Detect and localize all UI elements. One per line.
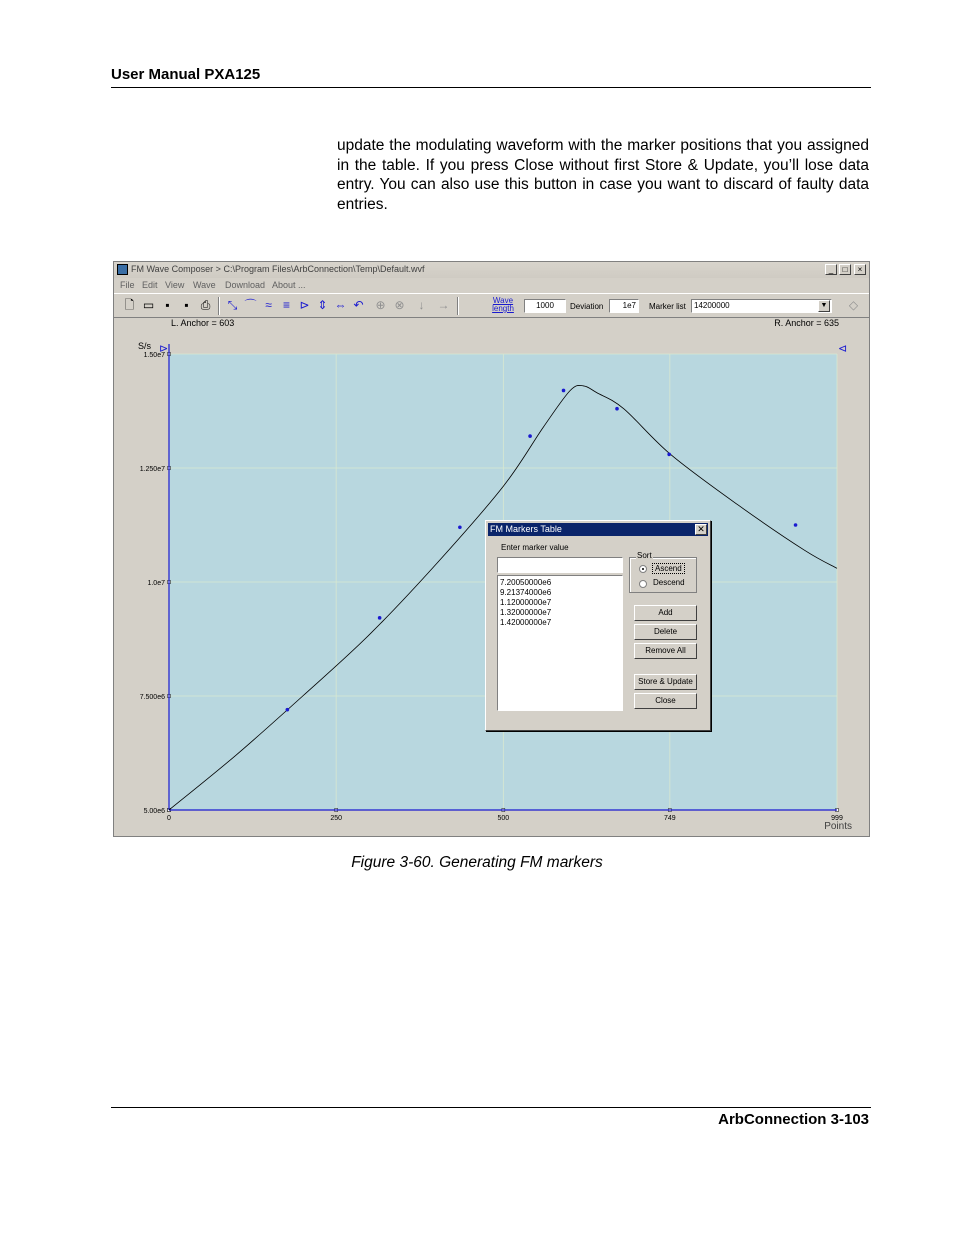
x-tick-label: 250 xyxy=(330,815,343,822)
fm-markers-dialog xyxy=(485,520,711,731)
x-tick-label: 999 xyxy=(831,815,843,822)
filter-icon[interactable]: ≡ xyxy=(282,298,290,312)
print-icon[interactable]: ⎙ xyxy=(200,298,211,312)
y-tick-label: 7.500e6 xyxy=(139,694,165,701)
ascend-label[interactable]: Ascend xyxy=(652,563,685,574)
y-tick-label: 1.50e7 xyxy=(143,352,165,359)
right-anchor-label: R. Anchor = 635 xyxy=(774,318,839,328)
marker-point xyxy=(667,453,671,457)
figure-caption: Figure 3-60. Generating FM markers xyxy=(351,854,603,871)
body-paragraph: update the modulating waveform with the marker positions that you assigned in the table. If you press Close without first Store & Update, you’ll lose data entry. You can also use this button in case you want to discard of faulty data entries. xyxy=(337,137,869,214)
marker-point xyxy=(562,389,566,393)
x-tick-label: 749 xyxy=(663,815,676,822)
page-footer: ArbConnection 3-103 xyxy=(718,1111,869,1128)
marker-point xyxy=(794,523,798,527)
undo-icon[interactable]: ↶ xyxy=(353,298,364,312)
anchor-icon[interactable]: ⊳ xyxy=(299,298,310,312)
list-item[interactable]: 7.20050000e6 xyxy=(500,578,552,587)
descend-radio[interactable] xyxy=(639,580,647,588)
y-tick-label: 1.250e7 xyxy=(139,466,165,473)
x-tick-label: 500 xyxy=(497,815,510,822)
menu-file[interactable]: File xyxy=(120,280,135,290)
menu-download[interactable]: Download xyxy=(225,280,266,290)
y-unit-label: S/s xyxy=(138,341,152,351)
save-icon[interactable]: ▪ xyxy=(165,298,170,312)
store-update-button[interactable]: Store & Update xyxy=(634,674,697,690)
sort-label: Sort xyxy=(637,551,652,560)
list-item[interactable]: 1.42000000e7 xyxy=(500,618,552,627)
arrow-down-icon[interactable]: ↓ xyxy=(418,298,425,312)
right-anchor-marker-icon: ⊲ xyxy=(838,343,848,355)
x-unit-label: Points xyxy=(824,821,852,832)
marker-point xyxy=(378,616,382,620)
marker-list-select[interactable]: 14200000 xyxy=(691,299,832,313)
add-button[interactable]: Add xyxy=(634,605,697,621)
wave-length-field[interactable]: 1000 xyxy=(524,299,566,313)
draw-line-icon[interactable]: ⤡ xyxy=(227,298,238,312)
ascend-radio[interactable] xyxy=(639,565,647,573)
zoom-out-icon[interactable]: ⊗ xyxy=(394,298,405,312)
x-tick-label: 0 xyxy=(167,815,171,822)
marker-point xyxy=(615,407,619,411)
menu-about[interactable]: About ... xyxy=(272,280,306,290)
minimize-button[interactable]: _ xyxy=(825,264,837,275)
wave-length-label: Wave length xyxy=(492,296,514,313)
application-window xyxy=(113,261,870,837)
draw-curve-icon[interactable]: ⌒ xyxy=(244,298,257,312)
menu-view[interactable]: View xyxy=(165,280,185,290)
remove-all-button[interactable]: Remove All xyxy=(634,643,697,659)
list-item[interactable]: 1.12000000e7 xyxy=(500,598,552,607)
header-rule xyxy=(111,87,871,88)
arrow-right-icon[interactable]: → xyxy=(437,298,450,312)
left-anchor-label: L. Anchor = 603 xyxy=(171,318,235,328)
deviation-label: Deviation xyxy=(570,302,604,311)
diamond-icon[interactable]: ◇ xyxy=(848,298,859,312)
close-window-button[interactable]: × xyxy=(854,264,866,275)
chevron-down-icon[interactable]: ▼ xyxy=(818,300,830,312)
marker-point xyxy=(458,525,462,529)
save-as-icon[interactable]: ▪ xyxy=(184,298,189,312)
maximize-button[interactable]: □ xyxy=(839,264,851,275)
dialog-title: FM Markers Table xyxy=(488,523,708,536)
y-tick-label: 1.0e7 xyxy=(147,580,165,587)
delete-button[interactable]: Delete xyxy=(634,624,697,640)
marker-point xyxy=(528,434,532,438)
new-file-icon[interactable]: 🗋 xyxy=(124,298,135,312)
marker-value-input[interactable] xyxy=(497,557,623,573)
list-item[interactable]: 9.21374000e6 xyxy=(500,588,552,597)
enter-marker-label: Enter marker value xyxy=(501,543,569,552)
menu-wave[interactable]: Wave xyxy=(193,280,216,290)
page-header: User Manual PXA125 xyxy=(111,66,261,83)
zoom-icon[interactable]: ⇔ xyxy=(334,298,347,312)
footer-rule xyxy=(111,1107,871,1108)
close-button[interactable]: Close xyxy=(634,693,697,709)
menu-edit[interactable]: Edit xyxy=(142,280,158,290)
list-item[interactable]: 1.32000000e7 xyxy=(500,608,552,617)
zoom-in-icon[interactable]: ⊕ xyxy=(375,298,386,312)
y-tick-label: 5.00e6 xyxy=(143,808,165,815)
descend-label[interactable]: Descend xyxy=(653,578,685,587)
close-icon[interactable]: ✕ xyxy=(695,524,707,535)
marker-point xyxy=(286,708,290,712)
left-anchor-marker-icon: ⊳ xyxy=(159,343,169,355)
window-title: FM Wave Composer > C:\Program Files\ArbConnection\Temp\Default.wvf xyxy=(131,264,425,274)
marker-list[interactable] xyxy=(497,575,623,711)
expand-icon[interactable]: ⇕ xyxy=(317,298,328,312)
smooth-icon[interactable]: ≈ xyxy=(265,298,272,312)
deviation-field[interactable]: 1e7 xyxy=(609,299,639,313)
marker-list-label: Marker list xyxy=(649,302,686,311)
open-folder-icon[interactable]: ▭ xyxy=(142,298,155,312)
